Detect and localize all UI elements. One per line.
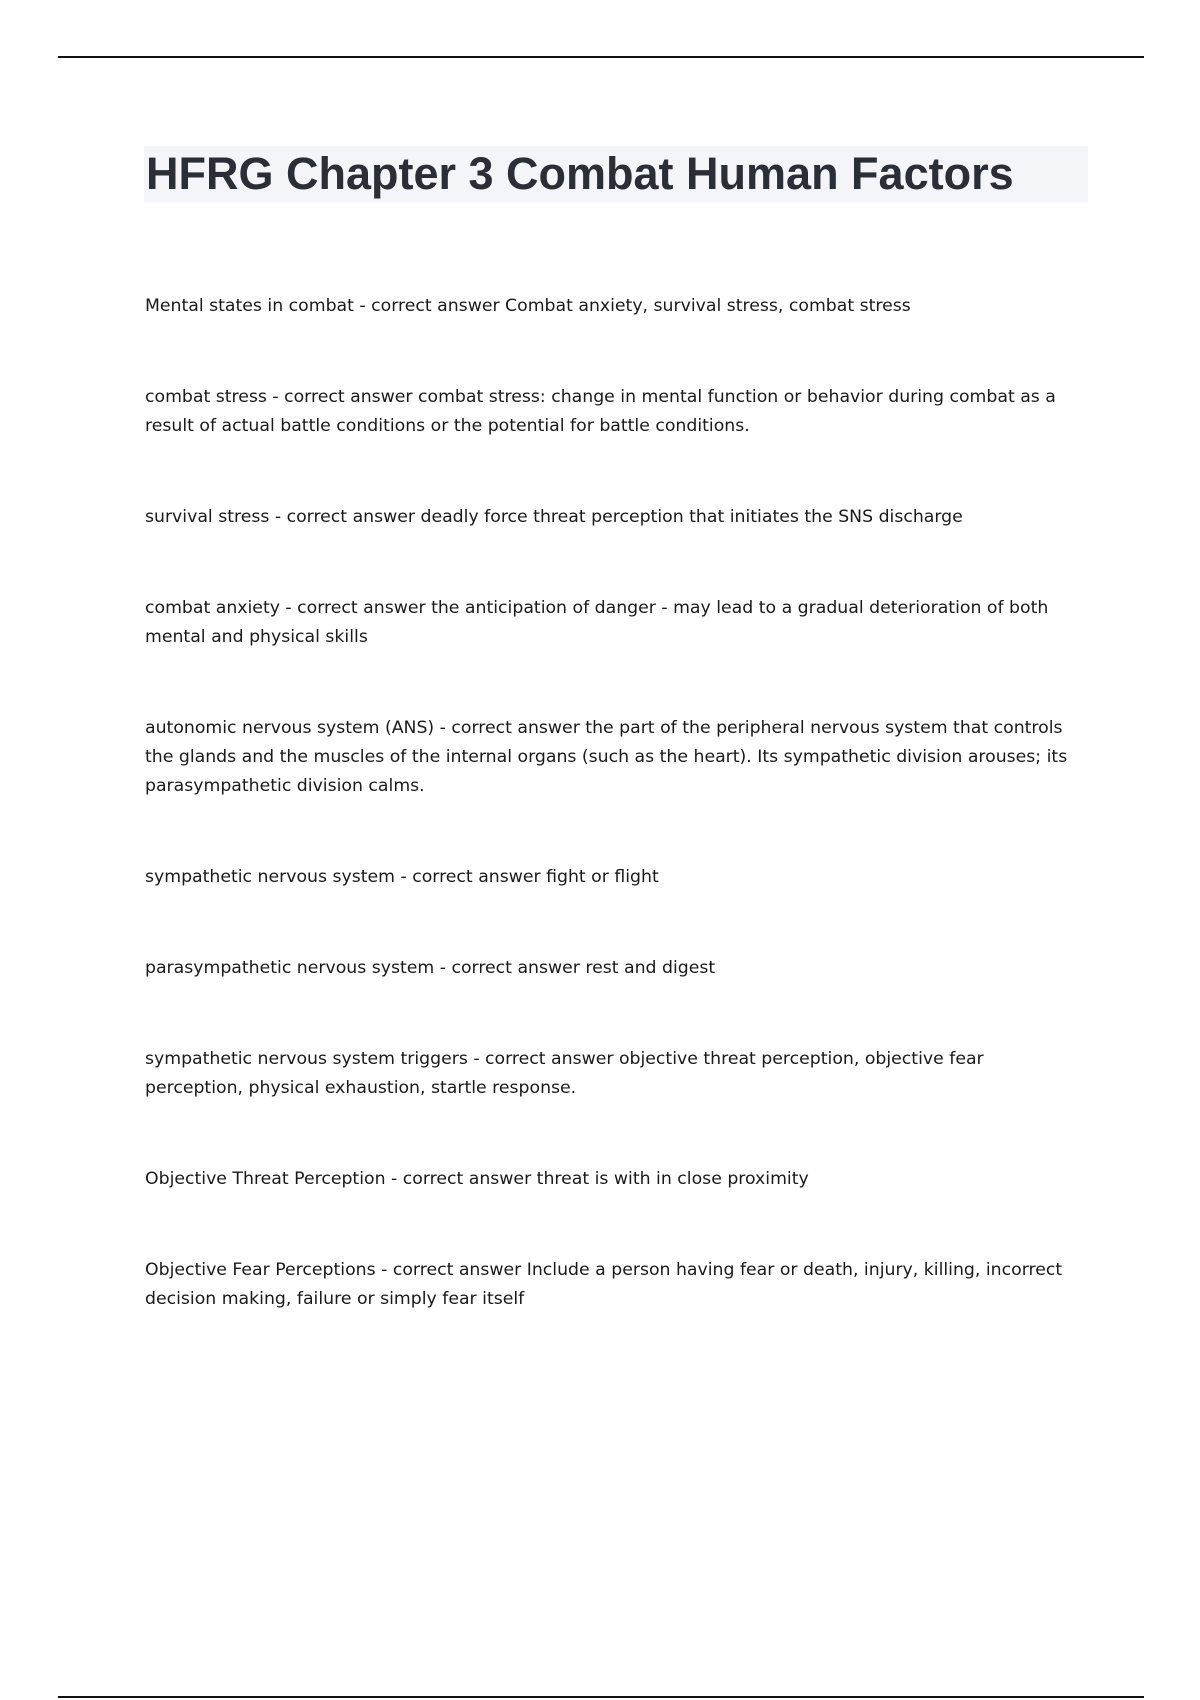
- qa-entry: Mental states in combat - correct answer Combat anxiety, survival stress, combat stress: [145, 296, 911, 316]
- qa-entry: survival stress - correct answer deadly force threat perception that initiates the SNS discharge: [145, 507, 963, 527]
- qa-entry: Objective Fear Perceptions - correct answer Include a person having fear or death, injury, killing, incorrect decision making, failure or simply fear itself: [145, 1260, 1063, 1309]
- qa-entry: combat stress - correct answer combat stress: change in mental function or behavior during combat as a result of actual battle conditions or the potential for battle conditions.: [145, 387, 1056, 436]
- qa-entry: parasympathetic nervous system - correct answer rest and digest: [145, 958, 716, 978]
- footer-rule: [58, 1696, 1144, 1698]
- page-title: HFRG Chapter 3 Combat Human Factors: [146, 148, 1014, 199]
- title-highlight: [144, 146, 1088, 202]
- qa-entry: autonomic nervous system (ANS) - correct answer the part of the peripheral nervous system that controls the glands and the muscles of the internal organs (such as the heart). Its sympathetic division arouses; its parasympathetic division calms.: [145, 718, 1068, 796]
- qa-entry: sympathetic nervous system triggers - correct answer objective threat perception, objective fear perception, physical exhaustion, startle response.: [145, 1049, 984, 1098]
- header-rule: [58, 56, 1144, 58]
- qa-entry: sympathetic nervous system - correct answer fight or flight: [145, 867, 659, 887]
- qa-entry: combat anxiety - correct answer the anticipation of danger - may lead to a gradual deterioration of both mental and physical skills: [145, 598, 1049, 647]
- qa-list: [145, 292, 1085, 1314]
- qa-entry: Objective Threat Perception - correct answer threat is with in close proximity: [145, 1169, 809, 1189]
